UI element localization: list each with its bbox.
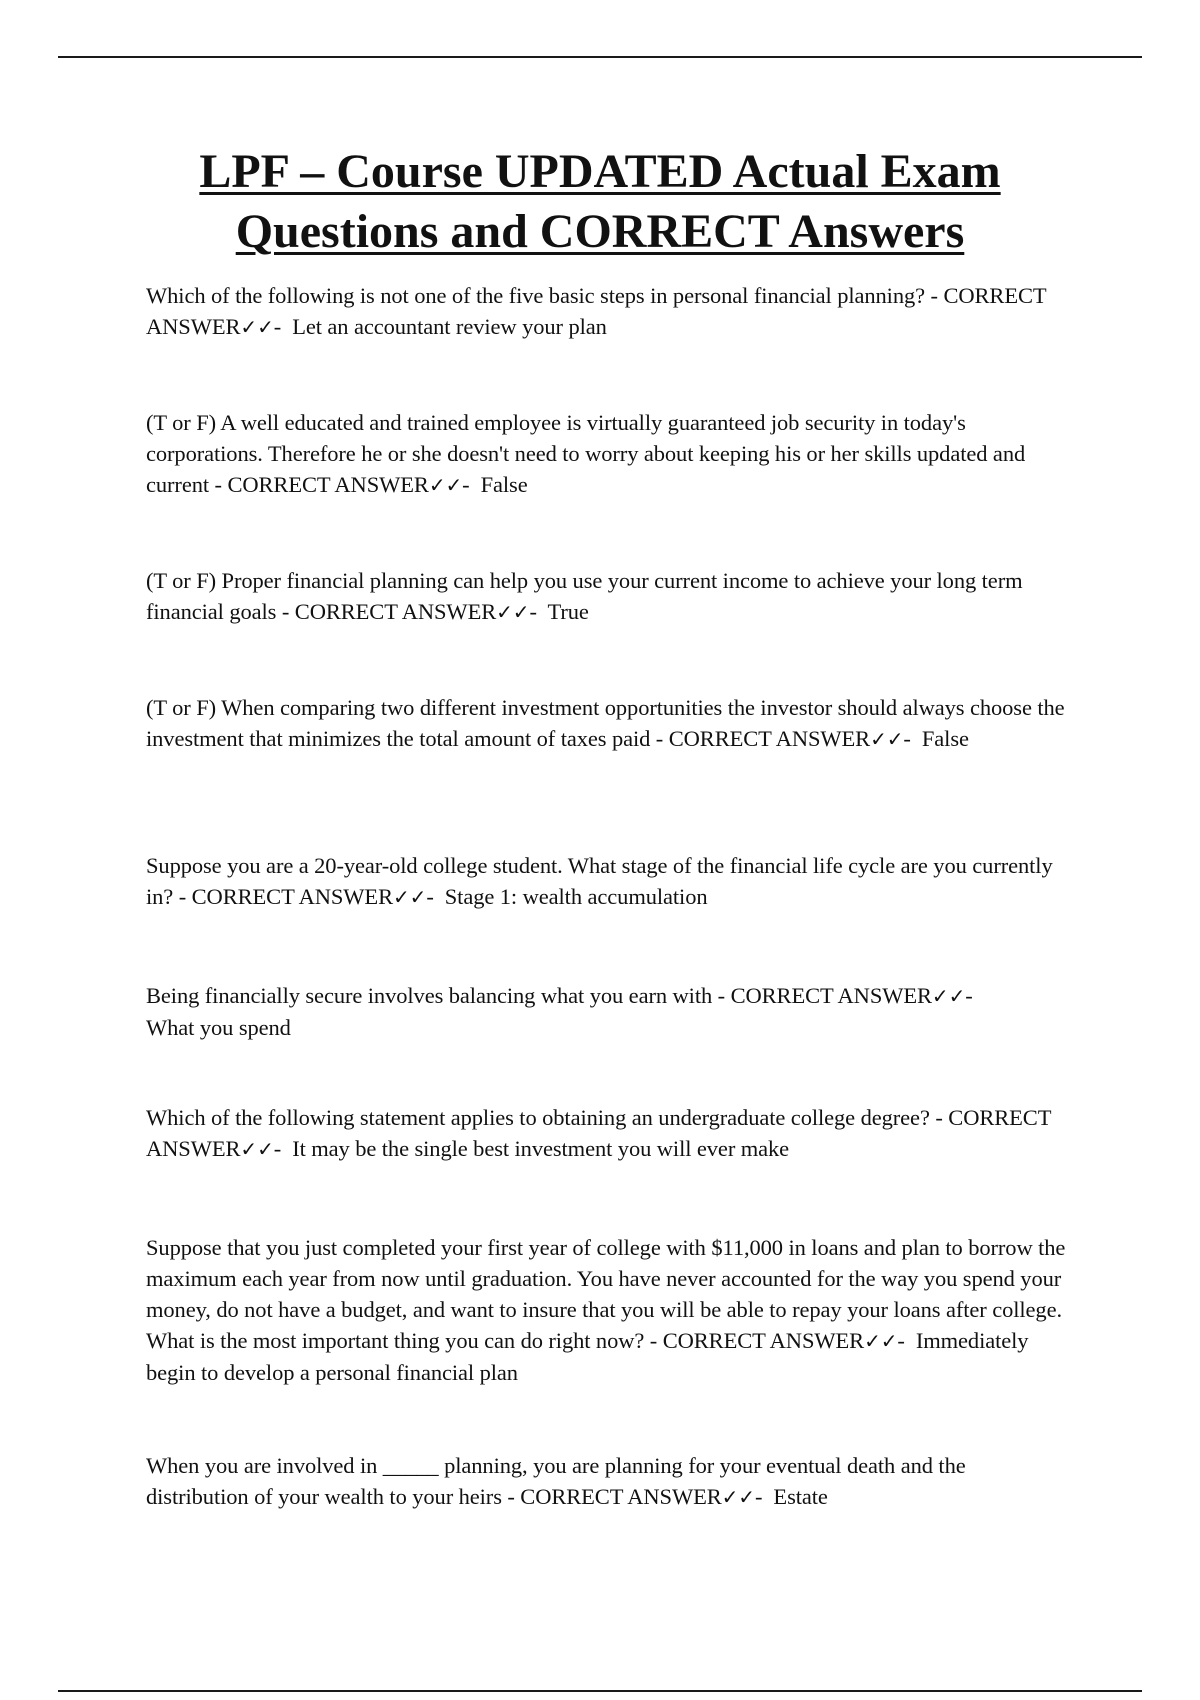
- qa-item-3: (T or F) Proper financial planning can help you use your current income to achieve your long term financial goals - CORRECT ANSWER✓✓- True: [146, 568, 1023, 624]
- checkmark-icon: ✓✓: [864, 1329, 898, 1353]
- title-line-1: LPF – Course UPDATED Actual Exam: [199, 145, 1001, 198]
- question-text: When you are involved in _____ planning, you are planning for your eventual death and the distribution of your wealth to your heirs -: [146, 1453, 966, 1509]
- document-title: [100, 142, 1100, 262]
- title-line-2: Questions and CORRECT Answers: [235, 205, 965, 258]
- answer-marker: CORRECT ANSWER: [730, 983, 932, 1008]
- checkmark-icon: ✓✓: [428, 473, 463, 497]
- question-text: Being financially secure involves balancing what you earn with -: [146, 983, 726, 1008]
- checkmark-icon: ✓✓: [870, 727, 904, 751]
- question-text: (T or F) Proper financial planning can help you use your current income to achieve your long term financial goals -: [146, 568, 1023, 624]
- qa-item-4: (T or F) When comparing two different investment opportunities the investor should always choose the investment that minimizes the total amount of taxes paid - CORRECT ANSWER✓✓- False: [146, 695, 1065, 751]
- answer-marker: CORRECT ANSWER: [662, 1328, 865, 1353]
- checkmark-icon: ✓✓: [240, 315, 274, 339]
- question-text: (T or F) When comparing two different investment opportunities the investor should always choose the investment that minimizes the total amount of taxes paid -: [146, 695, 1065, 751]
- answer-marker: CORRECT ANSWER: [191, 884, 393, 909]
- answer-text: False: [480, 472, 528, 497]
- question-text: Suppose that you just completed your first year of college with $11,000 in loans and plan to borrow the maximum each year from now until graduation. You have never accounted for the way you spend your money, do not have a budget, and want to insure that you will be able to repay your loans after college. What is the most important thing you can do right now? -: [146, 1235, 1066, 1353]
- answer-marker: CORRECT ANSWER: [520, 1484, 722, 1509]
- answer-text: True: [547, 599, 589, 624]
- answer-text: Immediately begin to develop a personal financial plan: [146, 1328, 1029, 1385]
- answer-marker: CORRECT ANSWER: [146, 1105, 1051, 1161]
- answer-marker: CORRECT ANSWER: [294, 599, 497, 624]
- qa-item-6: Being financially secure involves balancing what you earn with - CORRECT ANSWER✓✓- What you spend: [146, 983, 973, 1040]
- header-rule: [58, 56, 1142, 58]
- checkmark-icon: ✓✓: [496, 600, 530, 624]
- question-text: Suppose you are a 20-year-old college student. What stage of the financial life cycle are you currently in? -: [146, 853, 1053, 909]
- checkmark-icon: ✓✓: [392, 885, 427, 909]
- question-text: Which of the following is not one of the five basic steps in personal financial planning? -: [146, 283, 938, 308]
- answer-text: Stage 1: wealth accumulation: [444, 884, 708, 909]
- checkmark-icon: ✓✓: [240, 1137, 274, 1161]
- question-text: Which of the following statement applies to obtaining an undergraduate college degree? -: [146, 1105, 943, 1130]
- footer-rule: [58, 1690, 1142, 1692]
- answer-text: False: [921, 726, 969, 751]
- answer-text: Let an accountant review your plan: [292, 314, 607, 339]
- qa-item-1: Which of the following is not one of the five basic steps in personal financial planning? - CORRECT ANSWER✓✓- Let an accountant review your plan: [146, 283, 1047, 339]
- qa-item-2: (T or F) A well educated and trained employee is virtually guaranteed job security in today's corporations. Therefore he or she doesn't need to worry about keeping his or her skills updated and current - CORRECT ANSWER✓✓- False: [146, 410, 1026, 497]
- qa-item-9: When you are involved in _____ planning, you are planning for your eventual death and the distribution of your wealth to your heirs - CORRECT ANSWER✓✓- Estate: [146, 1453, 966, 1509]
- checkmark-icon: ✓✓: [721, 1485, 755, 1509]
- qa-item-8: Suppose that you just completed your first year of college with $11,000 in loans and plan to borrow the maximum each year from now until graduation. You have never accounted for the way you spend your money, do not have a budget, and want to insure that you will be able to repay your loans after college. What is the most important thing you can do right now? - CORRECT ANSWER✓✓- Immediately begin to develop a personal financial plan: [146, 1235, 1066, 1385]
- qa-item-7: Which of the following statement applies to obtaining an undergraduate college degree? - CORRECT ANSWER✓✓- It may be the single best investment you will ever make: [146, 1105, 1051, 1161]
- answer-text: Estate: [773, 1484, 828, 1509]
- checkmark-icon: ✓✓: [931, 984, 966, 1008]
- answer-marker: CORRECT ANSWER: [668, 726, 871, 751]
- answer-text: It may be the single best investment you will ever make: [292, 1136, 790, 1161]
- question-text: (T or F) A well educated and trained employee is virtually guaranteed job security in today's corporations. Therefore he or she doesn't need to worry about keeping his or her skills updated and current -: [146, 410, 1026, 497]
- answer-text: What you spend: [146, 1015, 291, 1040]
- answer-marker: CORRECT ANSWER: [227, 472, 429, 497]
- answer-marker: CORRECT ANSWER: [146, 283, 1047, 339]
- qa-item-5: Suppose you are a 20-year-old college student. What stage of the financial life cycle are you currently in? - CORRECT ANSWER✓✓- Stage 1: wealth accumulation: [146, 853, 1053, 909]
